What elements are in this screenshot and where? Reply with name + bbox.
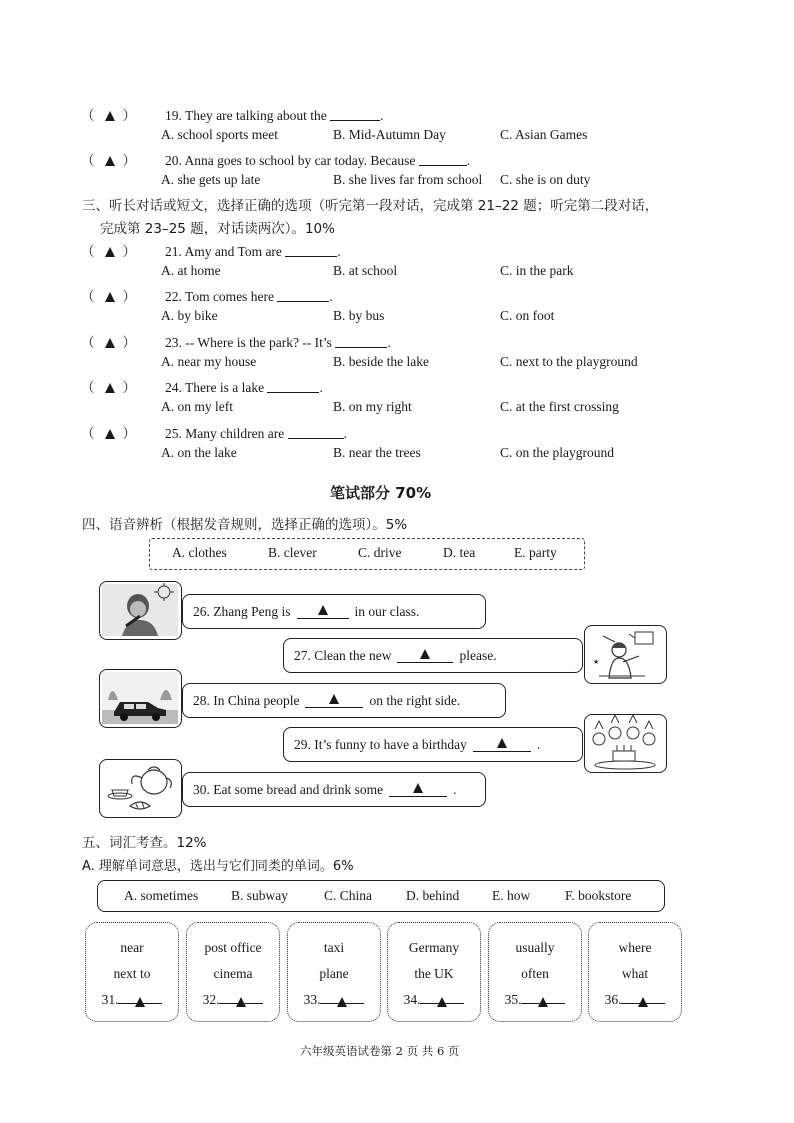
answer-triangle-icon (105, 247, 115, 257)
answer-parenthesis[interactable] (81, 331, 165, 351)
paren-close: ） (122, 108, 136, 123)
vocab-word-2: plane (319, 966, 349, 981)
vocab-word-1: near (120, 940, 144, 955)
vocab-choice: C. China (324, 888, 373, 903)
answer-blank[interactable] (420, 989, 464, 1004)
answer-triangle-icon (437, 997, 447, 1007)
vocab-word-1: taxi (323, 940, 345, 955)
sentence-box (283, 727, 583, 762)
sentence-box (182, 683, 506, 718)
question-number: 24. (165, 380, 182, 395)
answer-blank[interactable] (397, 648, 453, 663)
phonics-choice: D. tea (443, 545, 476, 560)
boy-thinking-icon (100, 582, 180, 638)
option-b[interactable]: B. Mid-Autumn Day (333, 127, 446, 142)
vocab-number: 33. (303, 992, 321, 1007)
answer-triangle-icon (538, 997, 548, 1007)
question-end: . (380, 108, 384, 123)
sentence-before: 29. It’s funny to have a birthday (294, 736, 467, 752)
sentence-box (182, 772, 486, 807)
answer-triangle-icon (329, 694, 339, 704)
answer-triangle-icon (105, 429, 115, 439)
question-row (81, 331, 391, 351)
option-b[interactable]: B. beside the lake (333, 354, 429, 369)
vocab-number: 35. (504, 992, 522, 1007)
vocab-word-2: next to (113, 966, 151, 981)
vocab-group-box (186, 922, 280, 1022)
paren-open: （ (81, 153, 95, 168)
answer-blank[interactable] (473, 737, 531, 752)
section4-heading: 四、语音辨析（根据发音规则，选择正确的选项）。5% (82, 517, 408, 533)
paren-close: ） (122, 426, 136, 441)
answer-blank[interactable] (219, 989, 263, 1004)
question-text: -- Where is the park? -- It’s (185, 335, 332, 350)
question-text: Tom comes here (185, 289, 275, 304)
vocab-group-box (287, 922, 381, 1022)
car-on-road-picture (99, 669, 182, 728)
written-part-title: 笔试部分 70% (330, 484, 432, 502)
answer-triangle-icon (497, 738, 507, 748)
option-b[interactable]: B. at school (333, 263, 398, 278)
option-c[interactable]: C. on foot (500, 308, 555, 323)
birthday-party-picture (584, 714, 667, 773)
question-number: 25. (165, 426, 182, 441)
question-end: . (337, 244, 341, 259)
vocab-group-box (387, 922, 481, 1022)
section3-heading-line2: 完成第 23–25 题，对话读两次）。10% (100, 221, 335, 237)
vocab-word-2: what (621, 966, 649, 981)
vocab-choice: A. sometimes (124, 888, 199, 903)
option-a[interactable]: A. on my left (161, 399, 233, 414)
vocab-word-2: often (521, 966, 549, 981)
vocab-choice: B. subway (231, 888, 288, 903)
answer-parenthesis[interactable] (81, 376, 165, 396)
option-b[interactable]: B. she lives far from school (333, 172, 483, 187)
question-row (81, 240, 341, 260)
paren-close: ） (122, 153, 136, 168)
option-c[interactable]: C. on the playground (500, 445, 614, 460)
vocab-number: 34. (403, 992, 421, 1007)
vocab-word-1: post office (204, 940, 262, 955)
car-icon (100, 670, 180, 726)
option-c[interactable]: C. next to the playground (500, 354, 638, 369)
sentence-after: please. (459, 647, 497, 663)
paren-close: ） (122, 335, 136, 350)
option-c[interactable]: C. in the park (500, 263, 574, 278)
question-number: 21. (165, 244, 182, 259)
question-end: . (466, 153, 471, 168)
sentence-after: . (536, 736, 541, 752)
option-c[interactable]: C. Asian Games (500, 127, 588, 142)
option-a[interactable]: A. school sports meet (161, 127, 278, 142)
paren-open: （ (81, 244, 95, 259)
answer-triangle-icon (135, 997, 145, 1007)
question-text: There is a lake (185, 380, 265, 395)
answer-triangle-icon (318, 605, 328, 615)
answer-blank (267, 380, 319, 393)
sentence-before: 28. In China people (193, 692, 300, 708)
question-row (81, 376, 323, 396)
answer-triangle-icon (420, 649, 430, 659)
option-a[interactable]: A. she gets up late (161, 172, 261, 187)
vocab-answer-row (86, 987, 178, 1013)
vocab-group-box (85, 922, 179, 1022)
question-text: Amy and Tom are (184, 244, 282, 259)
sentence-after: in our class. (354, 603, 420, 619)
question-end: . (343, 426, 347, 441)
answer-blank[interactable] (521, 989, 565, 1004)
section5-sub-heading: A. 理解单词意思，选出与它们同类的单词。6% (82, 859, 354, 874)
answer-triangle-icon (337, 997, 347, 1007)
girl-cleaning-icon (585, 626, 665, 682)
paren-open: （ (81, 380, 95, 395)
sentence-box (283, 638, 583, 673)
vocab-choice: E. how (492, 888, 531, 903)
answer-blank[interactable] (320, 989, 364, 1004)
option-a[interactable]: A. by bike (161, 308, 218, 323)
vocab-answer-row (489, 987, 581, 1013)
question-row (81, 422, 347, 442)
page-footer: 六年级英语试卷第 2 页 共 6 页 (300, 1044, 460, 1058)
answer-parenthesis[interactable] (81, 422, 165, 442)
option-b[interactable]: B. near the trees (333, 445, 421, 460)
sentence-before: 27. Clean the new (294, 647, 392, 663)
sentence-after: . (453, 781, 457, 797)
option-b[interactable]: B. on my right (333, 399, 412, 414)
question-number: 20. (165, 153, 182, 168)
svg-text:★: ★ (593, 658, 600, 666)
sentence-before: 30. Eat some bread and drink some (193, 781, 384, 797)
question-end: . (319, 380, 323, 395)
answer-parenthesis[interactable] (81, 285, 165, 305)
question-row (81, 104, 384, 124)
answer-blank[interactable] (389, 782, 447, 797)
vocab-answer-row (187, 987, 279, 1013)
answer-blank (330, 108, 380, 121)
answer-triangle-icon (413, 783, 423, 793)
vocab-group-box (588, 922, 682, 1022)
question-number: 23. (165, 335, 182, 350)
answer-triangle-icon (105, 338, 115, 348)
vocab-group-box (488, 922, 582, 1022)
paren-open: （ (81, 289, 95, 304)
vocab-number: 36. (604, 992, 622, 1007)
option-a[interactable]: A. near my house (161, 354, 257, 369)
vocab-answer-row (288, 987, 380, 1013)
question-number: 22. (165, 289, 182, 304)
answer-parenthesis[interactable] (81, 240, 165, 260)
vocab-choice: D. behind (406, 888, 460, 903)
question-text: Many children are (185, 426, 285, 441)
question-text: They are talking about the (185, 108, 327, 123)
answer-blank[interactable] (305, 693, 363, 708)
answer-parenthesis[interactable] (81, 149, 165, 169)
answer-triangle-icon (105, 383, 115, 393)
paren-close: ） (122, 244, 136, 259)
phonics-choice: B. clever (268, 545, 317, 560)
option-b[interactable]: B. by bus (333, 308, 385, 323)
boy-thinking-picture (99, 581, 182, 640)
paren-open: （ (81, 426, 95, 441)
vocab-number: 32. (202, 992, 220, 1007)
paren-close: ） (122, 380, 136, 395)
paren-close: ） (122, 289, 136, 304)
answer-triangle-icon (105, 111, 115, 121)
question-end: . (387, 335, 391, 350)
teapot-bread-picture (99, 759, 182, 818)
vocab-word-2: cinema (213, 966, 253, 981)
answer-blank (285, 244, 337, 257)
phonics-choice: C. drive (358, 545, 402, 560)
paren-open: （ (81, 108, 95, 123)
paren-open: （ (81, 335, 95, 350)
phonics-choice: A. clothes (172, 545, 227, 560)
answer-blank[interactable] (118, 989, 162, 1004)
vocab-choice: F. bookstore (565, 888, 632, 903)
vocab-number: 31. (101, 992, 119, 1007)
question-number: 19. (165, 108, 182, 123)
sentence-box (182, 594, 486, 629)
answer-blank (277, 289, 329, 302)
section3-heading-line1: 三、听长对话或短文，选择正确的选项（听完第一段对话，完成第 21–22 题；听完第二段对话， (82, 198, 659, 214)
teapot-icon (100, 760, 180, 816)
option-c[interactable]: C. she is on duty (500, 172, 591, 187)
answer-blank[interactable] (621, 989, 665, 1004)
answer-triangle-icon (638, 997, 648, 1007)
option-a[interactable]: A. on the lake (161, 445, 237, 460)
option-c[interactable]: C. at the first crossing (500, 399, 619, 414)
question-row (81, 285, 333, 305)
phonics-choice: E. party (514, 545, 557, 560)
question-text: Anna goes to school by car today. Because (184, 153, 416, 168)
vocab-word-1: usually (515, 940, 555, 955)
sentence-before: 26. Zhang Peng is (193, 603, 291, 619)
vocab-word-1: Germany (408, 940, 460, 955)
girl-cleaning-picture (584, 625, 667, 684)
option-a[interactable]: A. at home (161, 263, 221, 278)
answer-triangle-icon (105, 292, 115, 302)
answer-blank (288, 426, 344, 439)
sentence-after: on the right side. (369, 692, 461, 708)
vocab-answer-row (589, 987, 681, 1013)
answer-triangle-icon (105, 156, 115, 166)
answer-triangle-icon (236, 997, 246, 1007)
question-end: . (329, 289, 333, 304)
answer-parenthesis[interactable] (81, 104, 165, 124)
section5-heading: 五、词汇考查。12% (82, 835, 207, 851)
answer-blank[interactable] (297, 604, 349, 619)
answer-blank (335, 335, 387, 348)
vocab-word-1: where (618, 940, 652, 955)
vocab-answer-row (388, 987, 480, 1013)
birthday-party-icon (585, 715, 665, 771)
vocab-word-2: the UK (414, 966, 454, 981)
answer-blank (419, 153, 467, 166)
question-row (81, 149, 471, 169)
